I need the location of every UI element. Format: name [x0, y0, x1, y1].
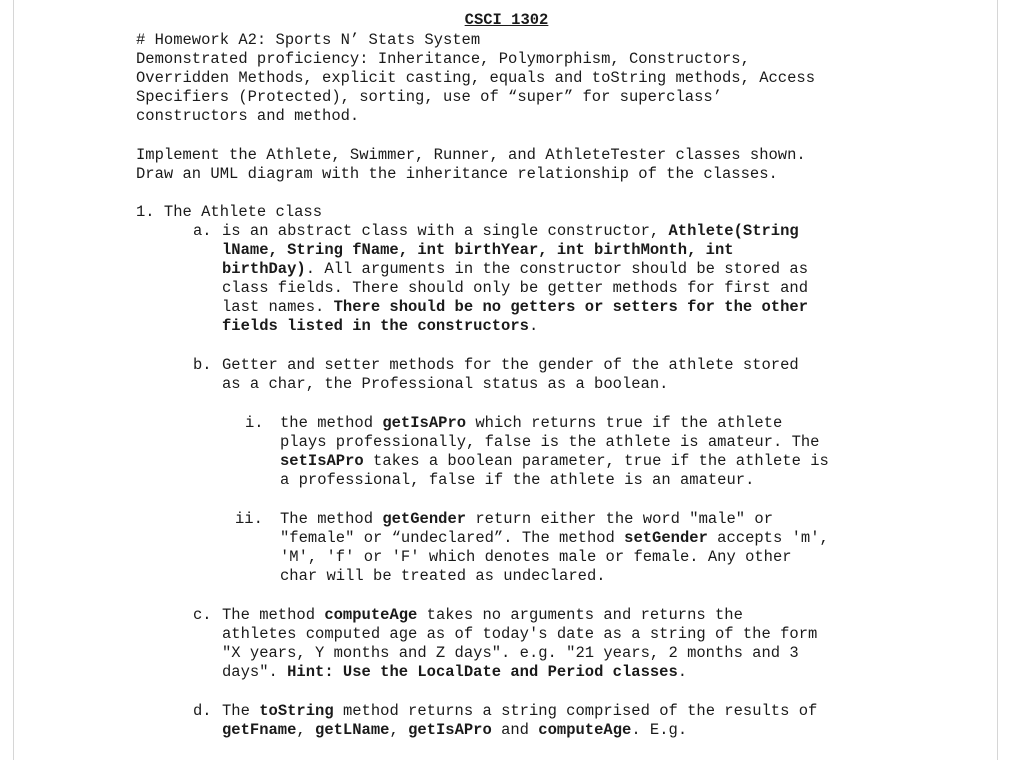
proficiency-line-2: Overridden Methods, explicit casting, equals and toString methods, Access	[136, 69, 816, 87]
item-c-marker: c.	[193, 606, 212, 624]
item-bi-line-2: plays professionally, false is the athlete is amateur. The	[280, 433, 820, 451]
item-bii-marker: ii.	[235, 510, 263, 528]
item-a-line-5: last names. There should be no getters or setters for the other	[222, 298, 809, 316]
item-bii-line-2: "female" or “undeclared”. The method setGender accepts 'm',	[280, 529, 829, 547]
document-page	[13, 0, 998, 760]
item-bii-line-1: The method getGender return either the word "male" or	[280, 510, 773, 528]
course-title: CSCI 1302	[464, 11, 549, 29]
item-d-line-2: getFname, getLName, getIsAPro and computeAge. E.g.	[222, 721, 688, 739]
item-a-line-2: lName, String fName, int birthYear, int birthMonth, int	[222, 241, 734, 259]
item-a-line-1: is an abstract class with a single constructor, Athlete(String	[222, 222, 799, 240]
item-a-line-6: fields listed in the constructors.	[222, 317, 539, 335]
item-a-marker: a.	[193, 222, 212, 240]
proficiency-line-1: Demonstrated proficiency: Inheritance, Polymorphism, Constructors,	[136, 50, 750, 68]
item-b-line-1: Getter and setter methods for the gender of the athlete stored	[222, 356, 799, 374]
item-bi-line-1: the method getIsAPro which returns true if the athlete	[280, 414, 783, 432]
implement-line-1: Implement the Athlete, Swimmer, Runner, and AthleteTester classes shown.	[136, 146, 806, 164]
item-bi-marker: i.	[245, 414, 264, 432]
item-bi-line-3: setIsAPro takes a boolean parameter, true if the athlete is	[280, 452, 829, 470]
item-c-line-4: days". Hint: Use the LocalDate and Period classes.	[222, 663, 688, 681]
item-b-marker: b.	[193, 356, 212, 374]
proficiency-line-4: constructors and method.	[136, 107, 360, 125]
implement-line-2: Draw an UML diagram with the inheritance relationship of the classes.	[136, 165, 778, 183]
section-athlete-class: 1. The Athlete class	[136, 203, 323, 221]
item-c-line-2: athletes computed age as of today's date as a string of the form	[222, 625, 818, 643]
item-a-line-3: birthDay). All arguments in the constructor should be stored as	[222, 260, 809, 278]
proficiency-line-3: Specifiers (Protected), sorting, use of “super” for superclass’	[136, 88, 722, 106]
homework-heading: # Homework A2: Sports N’ Stats System	[136, 31, 481, 49]
item-a-line-4: class fields. There should only be getter methods for first and	[222, 279, 808, 297]
item-bii-line-4: char will be treated as undeclared.	[280, 567, 606, 585]
item-c-line-3: "X years, Y months and Z days". e.g. "21 years, 2 months and 3	[222, 644, 799, 662]
item-b-line-2: as a char, the Professional status as a boolean.	[222, 375, 669, 393]
item-d-marker: d.	[193, 702, 212, 720]
item-bi-line-4: a professional, false if the athlete is an amateur.	[280, 471, 755, 489]
item-d-line-1: The toString method returns a string comprised of the results of	[222, 702, 818, 720]
item-bii-line-3: 'M', 'f' or 'F' which denotes male or female. Any other	[280, 548, 792, 566]
item-c-line-1: The method computeAge takes no arguments and returns the	[222, 606, 743, 624]
